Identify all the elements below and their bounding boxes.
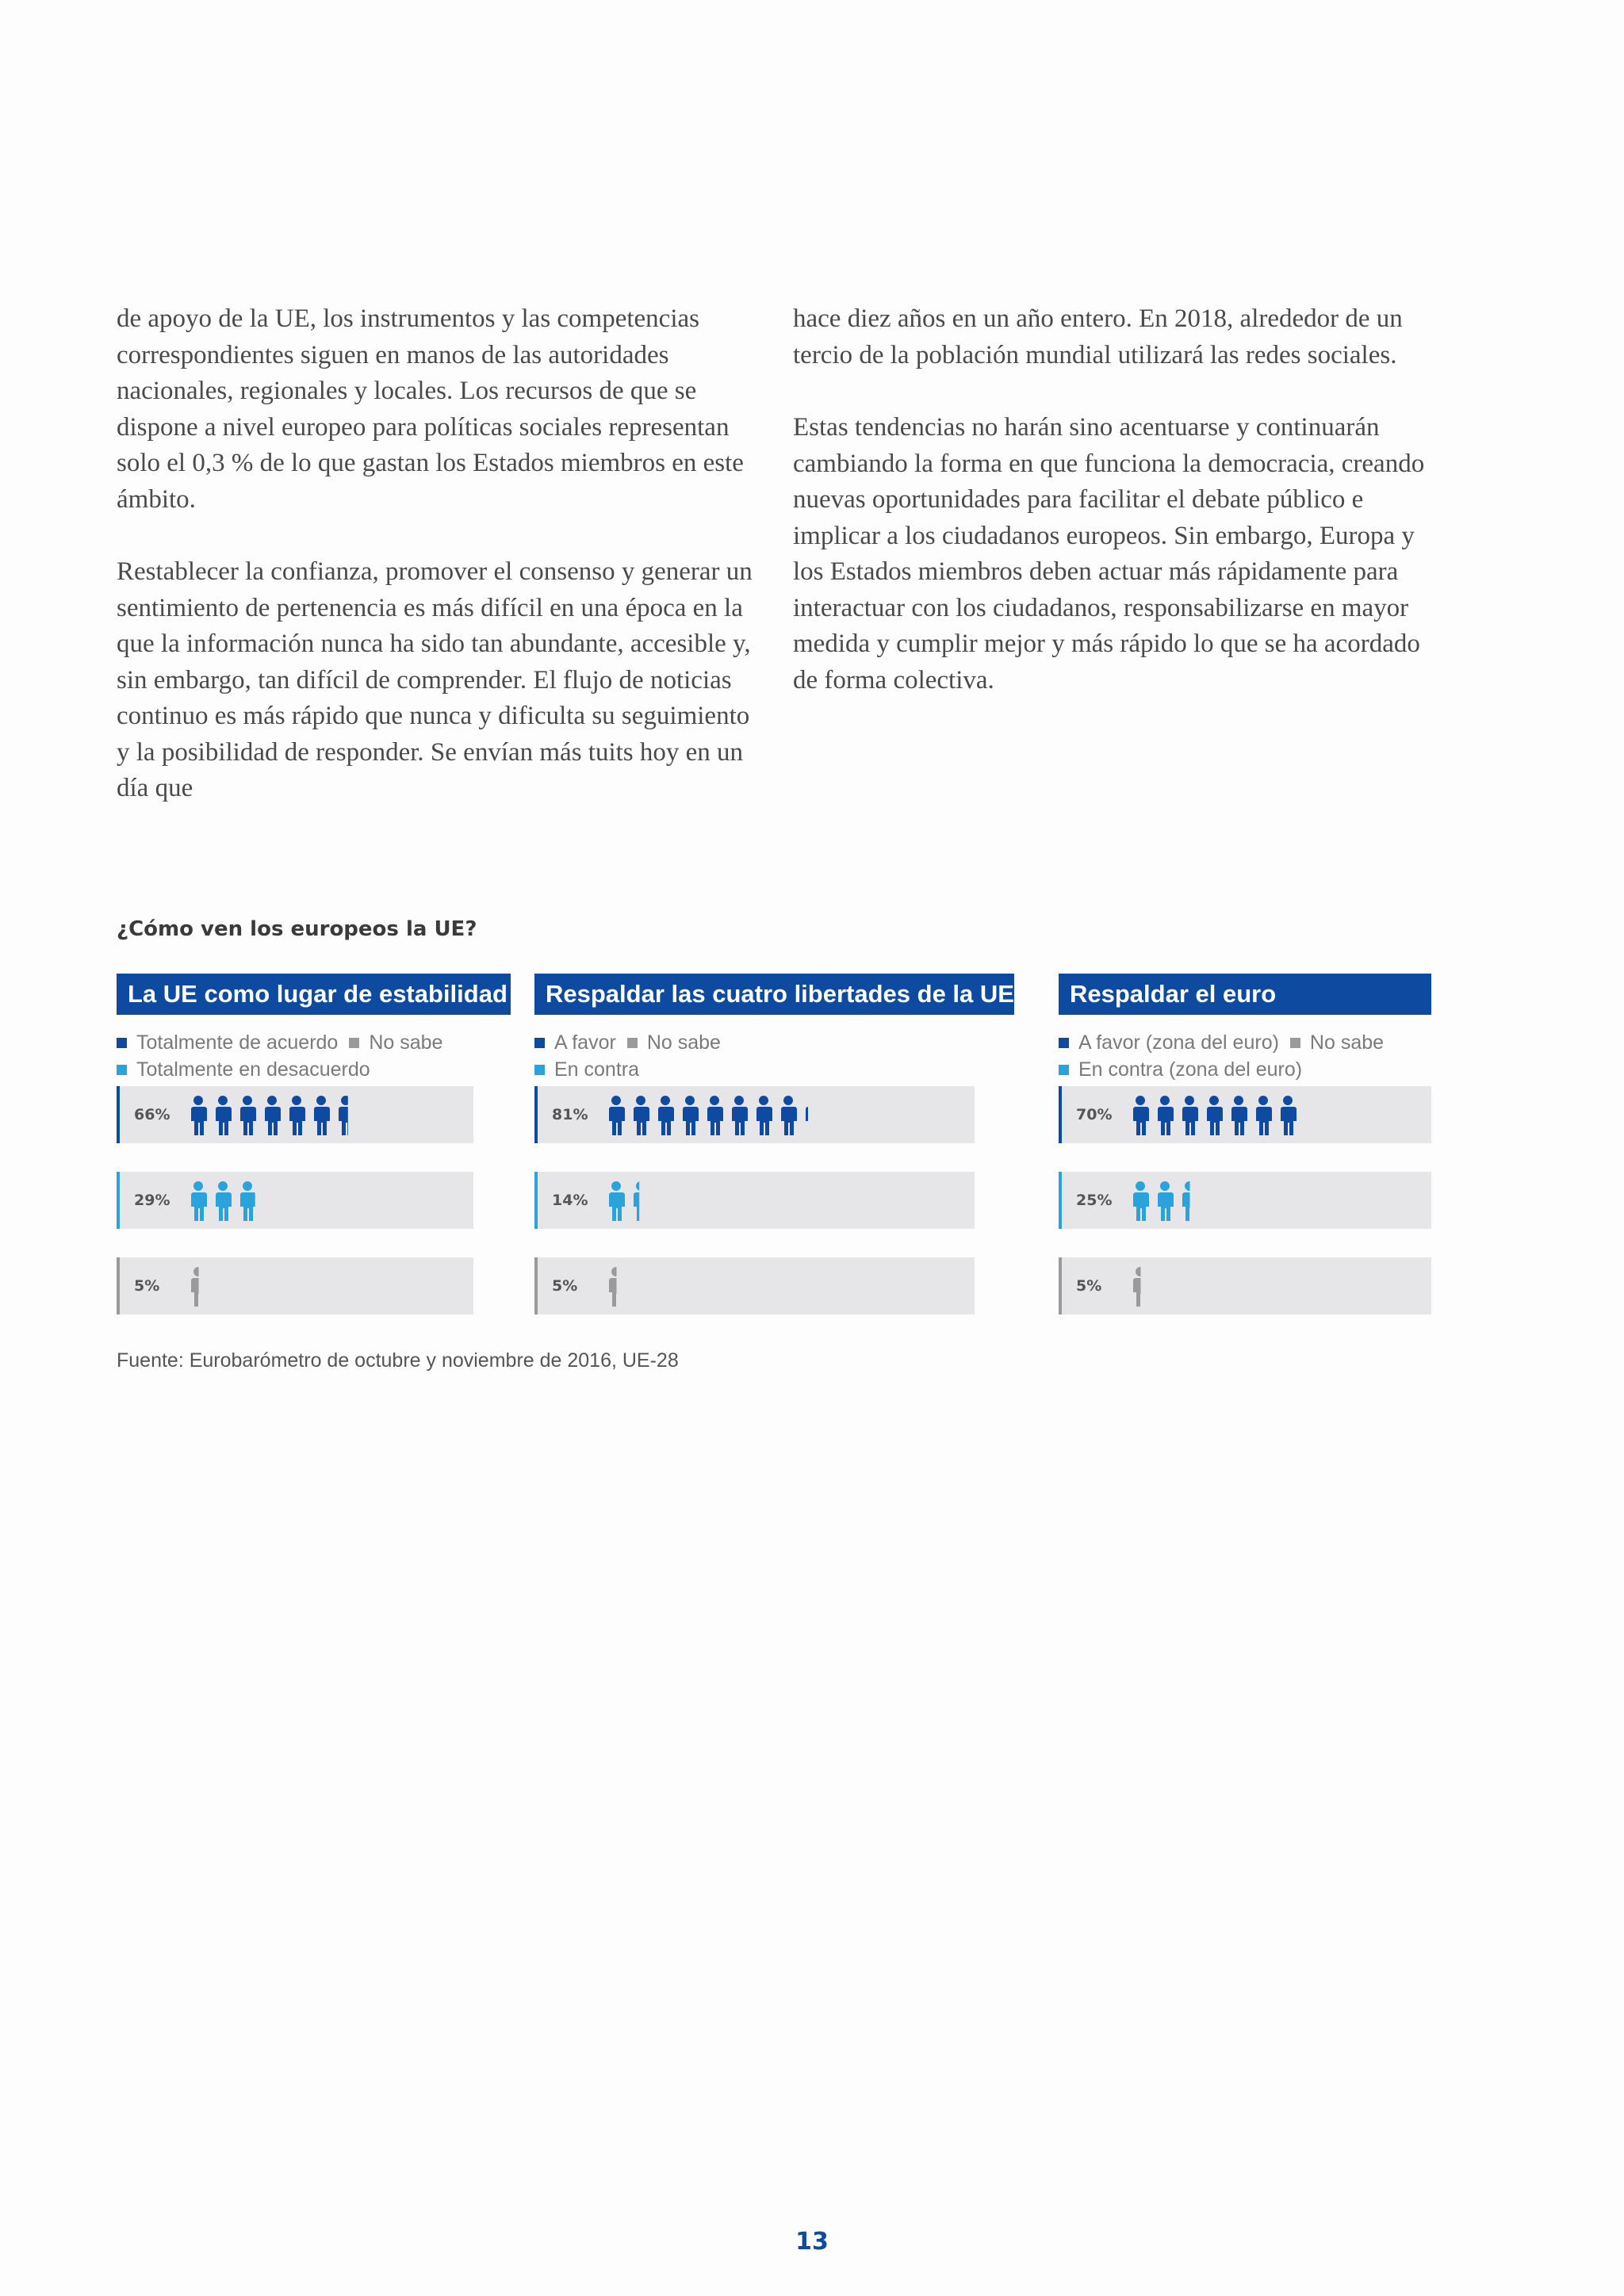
people-icons <box>607 1181 657 1221</box>
legend-label: A favor <box>554 1031 616 1054</box>
people-icons <box>190 1096 362 1135</box>
data-label: 5% <box>134 1277 160 1295</box>
person-icon <box>216 1181 232 1221</box>
person-icon <box>609 1181 625 1221</box>
people-icons <box>607 1096 829 1135</box>
bar-row <box>117 1086 473 1143</box>
legend-label: No sabe <box>1309 1031 1385 1054</box>
infographic-title: ¿Cómo ven los europeos la UE? <box>117 917 477 941</box>
person-icon <box>1182 1181 1198 1221</box>
bar-row <box>117 1257 473 1314</box>
person-icon <box>707 1096 723 1135</box>
chart-bars <box>534 1086 975 1314</box>
chart-legend <box>1059 1029 1431 1086</box>
person-icon <box>806 1096 822 1135</box>
paragraph: hace diez años en un año entero. En 2018, alrededor de un tercio de la población mundial utilizará las redes sociales. <box>793 304 1403 369</box>
data-label: 5% <box>1076 1277 1102 1295</box>
bar-row <box>1059 1086 1431 1143</box>
person-icon <box>1158 1096 1174 1135</box>
paragraph: Estas tendencias no harán sino acentuarse y continuarán cambiando la forma en que funciona la democracia, creando nuevas oportunidades para facilitar el debate público e implicar a los ciudadanos europeos. Sin embargo, Europa y los Estados miembros deben actuar más rápidamente para interactuar con los ciudadanos, responsabilizarse en mayor medida y cumplir mejor y más rápido lo que se ha acordado de forma colectiva. <box>793 413 1425 695</box>
person-icon <box>658 1096 674 1135</box>
person-icon <box>1256 1096 1272 1135</box>
chart-panel-euro <box>1059 974 1431 1343</box>
legend-label: No sabe <box>646 1031 721 1054</box>
person-icon <box>339 1096 354 1135</box>
person-icon <box>191 1096 207 1135</box>
people-icons <box>1132 1096 1304 1135</box>
legend-swatch <box>534 1065 545 1075</box>
chart-legend <box>117 1029 511 1086</box>
legend-label: Totalmente de acuerdo <box>136 1031 339 1054</box>
person-icon <box>240 1096 256 1135</box>
person-icon <box>1207 1096 1223 1135</box>
data-label: 70% <box>1076 1106 1113 1123</box>
person-icon <box>1281 1096 1297 1135</box>
person-icon <box>634 1096 649 1135</box>
people-icons <box>190 1181 263 1221</box>
person-icon <box>756 1096 772 1135</box>
text-column-left <box>117 301 755 844</box>
legend-swatch <box>117 1038 127 1048</box>
person-icon <box>609 1096 625 1135</box>
person-icon <box>216 1096 232 1135</box>
person-icon <box>1158 1181 1174 1221</box>
bar-row <box>117 1172 473 1229</box>
data-label: 29% <box>134 1192 170 1209</box>
person-icon <box>781 1096 797 1135</box>
person-icon <box>683 1096 699 1135</box>
person-icon <box>1231 1096 1247 1135</box>
legend-label: En contra <box>554 1058 640 1081</box>
person-icon <box>191 1267 207 1307</box>
people-icons <box>1132 1181 1205 1221</box>
bar-row <box>534 1086 975 1143</box>
bar-row <box>534 1172 975 1229</box>
page-number: 13 <box>795 2228 829 2256</box>
legend-label: Totalmente en desacuerdo <box>136 1058 370 1081</box>
legend-swatch <box>627 1038 638 1048</box>
legend-swatch <box>534 1038 545 1048</box>
chart-bars <box>117 1086 473 1314</box>
person-icon <box>191 1181 207 1221</box>
data-label: 5% <box>552 1277 578 1295</box>
data-label: 81% <box>552 1106 588 1123</box>
people-icons <box>190 1267 214 1307</box>
person-icon <box>240 1181 256 1221</box>
legend-swatch <box>1059 1065 1069 1075</box>
data-label: 66% <box>134 1106 170 1123</box>
person-icon <box>1133 1267 1149 1307</box>
person-icon <box>265 1096 281 1135</box>
person-icon <box>289 1096 305 1135</box>
bar-row <box>1059 1172 1431 1229</box>
data-label: 25% <box>1076 1192 1113 1209</box>
person-icon <box>314 1096 330 1135</box>
people-icons <box>1132 1267 1156 1307</box>
data-label: 14% <box>552 1192 588 1209</box>
bar-row <box>534 1257 975 1314</box>
legend-swatch <box>349 1038 359 1048</box>
person-icon <box>732 1096 748 1135</box>
person-icon <box>634 1181 649 1221</box>
chart-title: Respaldar las cuatro libertades de la UE <box>534 974 1014 1015</box>
bar-row <box>1059 1257 1431 1314</box>
chart-panel-stability <box>117 974 511 1343</box>
legend-swatch <box>1059 1038 1069 1048</box>
chart-panel-freedoms <box>534 974 1014 1343</box>
chart-legend <box>534 1029 1014 1086</box>
legend-label: A favor (zona del euro) <box>1078 1031 1279 1054</box>
chart-title: La UE como lugar de estabilidad <box>117 974 511 1015</box>
chart-title: Respaldar el euro <box>1059 974 1431 1015</box>
legend-label: No sabe <box>369 1031 443 1054</box>
paragraph: Restablecer la confianza, promover el consenso y generar un sentimiento de pertenencia es más difícil en una época en la que la información nunca ha sido tan abundante, accesible y, sin embargo, tan difícil de comprender. El flujo de noticias continuo es más rápido que nunca y dificulta su seguimiento y la posibilidad de responder. Se envían más tuits hoy en un día que <box>117 557 753 802</box>
chart-bars <box>1059 1086 1431 1314</box>
paragraph: de apoyo de la UE, los instrumentos y las competencias correspondientes siguen en manos de las autoridades nacionales, regionales y locales. Los recursos de que se dispone a nivel europeo para políticas sociales representan solo el 0,3 % de lo que gastan los Estados miembros en este ámbito. <box>117 304 744 514</box>
legend-swatch <box>1290 1038 1300 1048</box>
person-icon <box>1133 1096 1149 1135</box>
person-icon <box>1133 1181 1149 1221</box>
person-icon <box>609 1267 625 1307</box>
text-column-right <box>793 301 1431 735</box>
people-icons <box>607 1267 632 1307</box>
source-note: Fuente: Eurobarómetro de octubre y noviembre de 2016, UE-28 <box>117 1349 679 1372</box>
person-icon <box>1182 1096 1198 1135</box>
legend-label: En contra (zona del euro) <box>1078 1058 1303 1081</box>
legend-swatch <box>117 1065 127 1075</box>
